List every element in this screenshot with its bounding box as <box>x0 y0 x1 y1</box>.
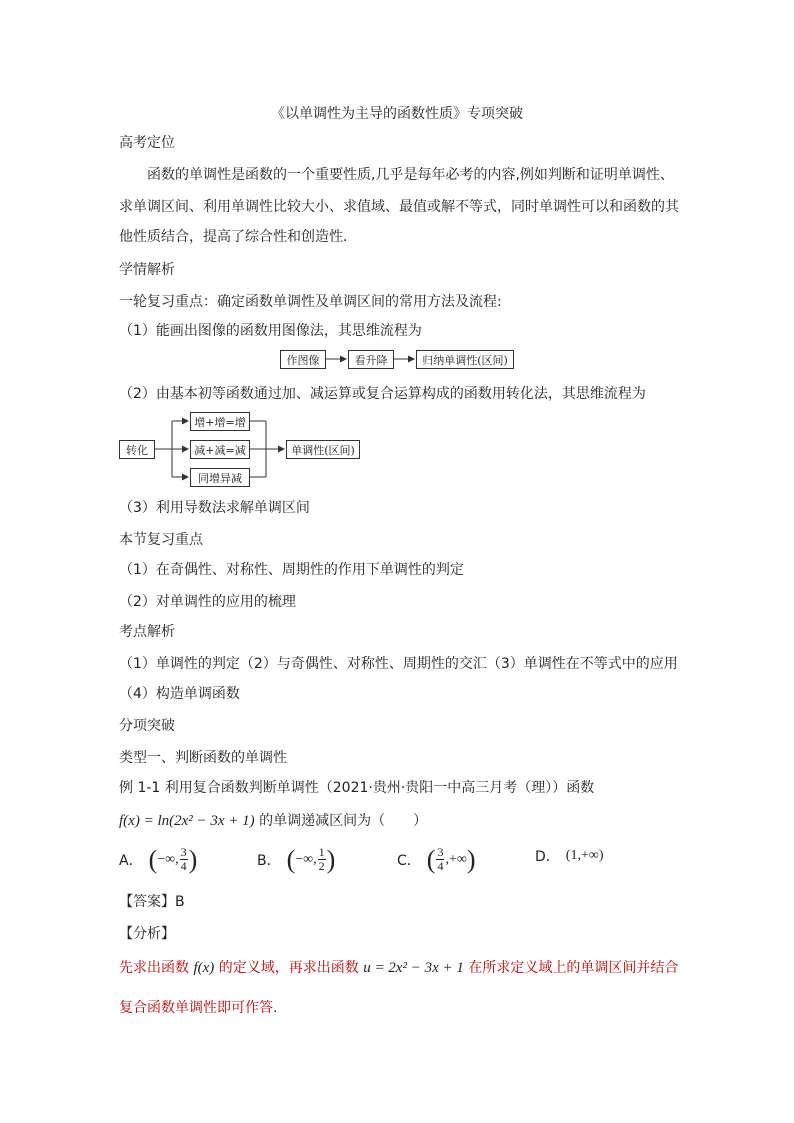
flow-arrows-2 <box>0 0 794 500</box>
flow-box-monotonicity-result: 单调性(区间) <box>286 440 360 459</box>
review-focus: 一轮复习重点：确定函数单调性及单调区间的常用方法及流程: <box>119 294 502 310</box>
analysis-title: 【分析】 <box>119 926 175 942</box>
option-b[interactable]: B． ( −∞, $\frac{1}{2}$ ) <box>257 844 336 874</box>
kaodian-line-2: （4）构造单调函数 <box>119 686 240 702</box>
flow-box-dec-plus-dec: 减+减=减 <box>190 440 250 459</box>
answer: 【答案】B <box>119 894 185 910</box>
analysis-line-1: 先求出函数 f(x) 的定义域，再求出函数 u = 2x² − 3x + 1 在所求定义域上的单调区间并结合 <box>119 960 679 976</box>
benjie-item-2: （2）对单调性的应用的梳理 <box>119 594 296 610</box>
example-function: f(x) = ln(2x² − 3x + 1) <box>119 813 255 829</box>
section-heading-fenxiang: 分项突破 <box>119 718 175 734</box>
flow-box-inc-plus-inc: 增+增=增 <box>190 412 250 431</box>
flow-box-draw-graph: 作图像 <box>280 350 326 369</box>
flow-box-conclude-monotonicity: 归纳单调性(区间) <box>416 350 514 369</box>
method-item-3: （3）利用导数法求解单调区间 <box>119 500 310 516</box>
benjie-item-1: （1）在奇偶性、对称性、周期性的作用下单调性的判定 <box>119 562 464 578</box>
section-heading-benjie: 本节复习重点 <box>119 532 203 548</box>
option-a[interactable]: A． ( −∞, $\frac{3}{4}$ ) <box>119 844 198 874</box>
option-c[interactable]: C． ( $\frac{3}{4}$ ,+∞ ) <box>397 844 476 874</box>
method-item-1: （1）能画出图像的函数用图像法，其思维流程为 <box>119 323 422 339</box>
flow-box-look-trend: 看升降 <box>348 350 394 369</box>
method-item-2: （2）由基本初等函数通过加、减运算或复合运算构成的函数用转化法，其思维流程为 <box>119 386 646 402</box>
intro-line-1: 函数的单调性是函数的一个重要性质,几乎是每年必考的内容,例如判断和证明单调性、 <box>147 167 674 183</box>
option-d[interactable]: D． (1,+∞) <box>535 848 604 865</box>
flow-box-transform: 转化 <box>119 440 155 459</box>
kaodian-line-1: （1）单调性的判定（2）与奇偶性、对称性、周期性的交汇（3）单调性在不等式中的应用 <box>119 656 678 672</box>
intro-line-3: 他性质结合，提高了综合性和创造性． <box>119 229 357 245</box>
section-heading-gaokao: 高考定位 <box>119 135 175 151</box>
analysis-line-2: 复合函数单调性即可作答. <box>119 1000 278 1016</box>
section-heading-kaodian: 考点解析 <box>119 624 175 640</box>
section-heading-xueqing: 学情解析 <box>119 262 175 278</box>
flow-box-same-inc-diff-dec: 同增异减 <box>190 468 250 487</box>
example-line-1: 例 1-1 利用复合函数判断单调性（2021·贵州·贵阳一中高三月考（理））函数 <box>119 780 595 796</box>
page-title: 《以单调性为主导的函数性质》专项突破 <box>271 106 523 122</box>
intro-line-2: 求单调区间、利用单调性比较大小、求值域、最值或解不等式，同时单调性可以和函数的其 <box>119 199 679 215</box>
example-question-tail: 的单调递减区间为（ ） <box>259 813 428 829</box>
example-line-2 <box>119 811 427 831</box>
type-heading: 类型一、判断函数的单调性 <box>119 750 287 766</box>
